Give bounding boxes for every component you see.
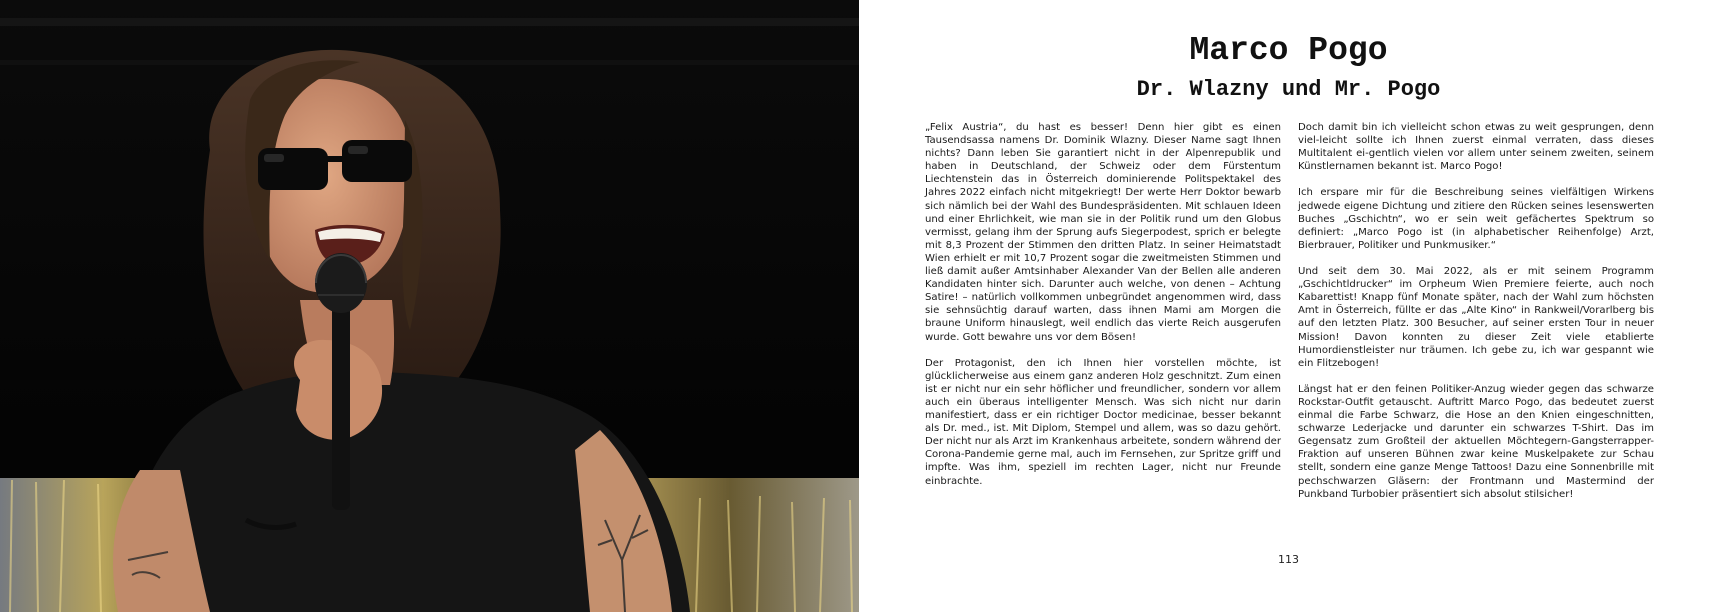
paragraph: Der Protagonist, den ich Ihnen hier vorstellen möchte, ist glücklicherweise aus einem ganz anderen Holz geschnitzt. Zum einen ist er nicht nur ein sehr höflicher und freundlicher, sondern vor allem auch ein überaus intelligenter Mensch. Was sich nicht nur darin manifestiert, dass er ein richtiger Doctor medicinae, besser bekannt als Dr. med., ist. Mit Diplom, Stempel und allem, was so dazu gehört. Der nicht nur als Arzt im Krankenhaus arbeitete, sondern während der Corona-Pandemie gerne mal, auch im Fernsehen, zur Spritze griff und impfte. Was ihm, speziell im rechten Lager, nicht nur Freunde einbrachte. bbox=[925, 357, 1281, 487]
paragraph: Längst hat er den feinen Politiker-Anzug wieder gegen das schwarze Rockstar-Outfit getauscht. Auftritt Marco Pogo, das bedeutet zuerst einmal die Farbe Schwarz, die Hose an den Knien eingeschnitten, schwarze Lederjacke und darunter ein schwarzes T-Shirt. Das im Gegensatz zum Großteil der aktuellen Möchtegern-Gangsterrapper-Fraktion auf unseren Bühnen zwar keine Muskelpakete zur Schau stellt, sondern eine ganze Menge Tattoos! Dazu eine Sonnenbrille mit pechschwarzen Gläsern: der Frontmann und Mastermind der Punkband Turbobier präsentiert sich absolut stilsicher! bbox=[1298, 383, 1654, 500]
article-subtitle: Dr. Wlazny und Mr. Pogo bbox=[1136, 77, 1441, 102]
paragraph: Und seit dem 30. Mai 2022, als er mit seinem Programm „Gschichtldrucker“ im Orpheum Wien Premiere feierte, auch noch Kabarettist! Knapp fünf Monate später, nach der Wahl zum höchsten Amt in Österreich, füllte er das „Alte Kino“ in Rankweil/Vorarlberg bis auf den letzten Platz. 300 Besucher, auf seiner ersten Tour in neuer Mission! Davon konnten zu dieser Zeit viele etablierte Humordienstleister nur träumen. Ich gebe zu, ich war gespannt wie ein Flitzebogen! bbox=[1298, 266, 1654, 369]
page-number: 113 bbox=[1278, 553, 1299, 566]
text-page bbox=[859, 0, 1718, 612]
text-column-right bbox=[1298, 121, 1654, 514]
paragraph: Ich erspare mir für die Beschreibung seines vielfältigen Wirkens jedwede eigene Dichtung und zitiere den Rücken seines lesenswerten Buches „Gschichtn“, wo er sein weit gefächertes Spektrum so definiert: „Marco Pogo ist (in alphabetischer Reihenfolge) Arzt, Bierbrauer, Politiker und Punkmusiker.“ bbox=[1298, 187, 1654, 251]
paragraph: „Felix Austria“, du hast es besser! Denn hier gibt es einen Tausendsassa namens Dr. Dominik Wlazny. Dieser Name sagt Ihnen nichts? Dann leben Sie garantiert nicht in der Alpenrepublik und haben in Deutschland, der Schweiz oder dem Fürstentum Liechtenstein das in Österreich dominierende Politspektakel des Jahres 2022 einfach nicht mitgekriegt! Der werte Herr Doktor bewarb sich nämlich bei der Wahl des Bundespräsidenten. Mit schlauen Ideen und einer Ehrlichkeit, wie man sie in der Politik rund um den Globus vermisst, gelang ihm der Sprung aufs Siegerpodest, sprich er belegte mit 8,3 Prozent der Stimmen den dritten Platz. In seiner Heimatstadt Wien erhielt er mit 10,7 Prozent sogar die zweitmeisten Stimmen und ließ damit außer Amtsinhaber Alexander Van der Bellen alle anderen Kandidaten hinter sich. Darunter auch welche, von denen – Achtung Satire! – natürlich vollkommen unbegründet angenommen wird, dass sie sehnsüchtig darauf warten, dass ihnen Mami am Morgen die braune Uniform hinauslegt, weil endlich das vierte Reich ausgerufen wurde. Gott bewahre uns vor dem Bösen! bbox=[925, 122, 1281, 343]
paragraph: Doch damit bin ich vielleicht schon etwas zu weit gesprungen, denn viel-leicht sollte ich Ihnen zuerst einmal verraten, dass dieses Multitalent ei-gentlich vielen vor allem unter seinem zweiten, seinem Künstlernamen bekannt ist. Marco Pogo! bbox=[1298, 122, 1654, 173]
article-title: Marco Pogo bbox=[1189, 32, 1388, 69]
text-column-left bbox=[925, 121, 1281, 501]
